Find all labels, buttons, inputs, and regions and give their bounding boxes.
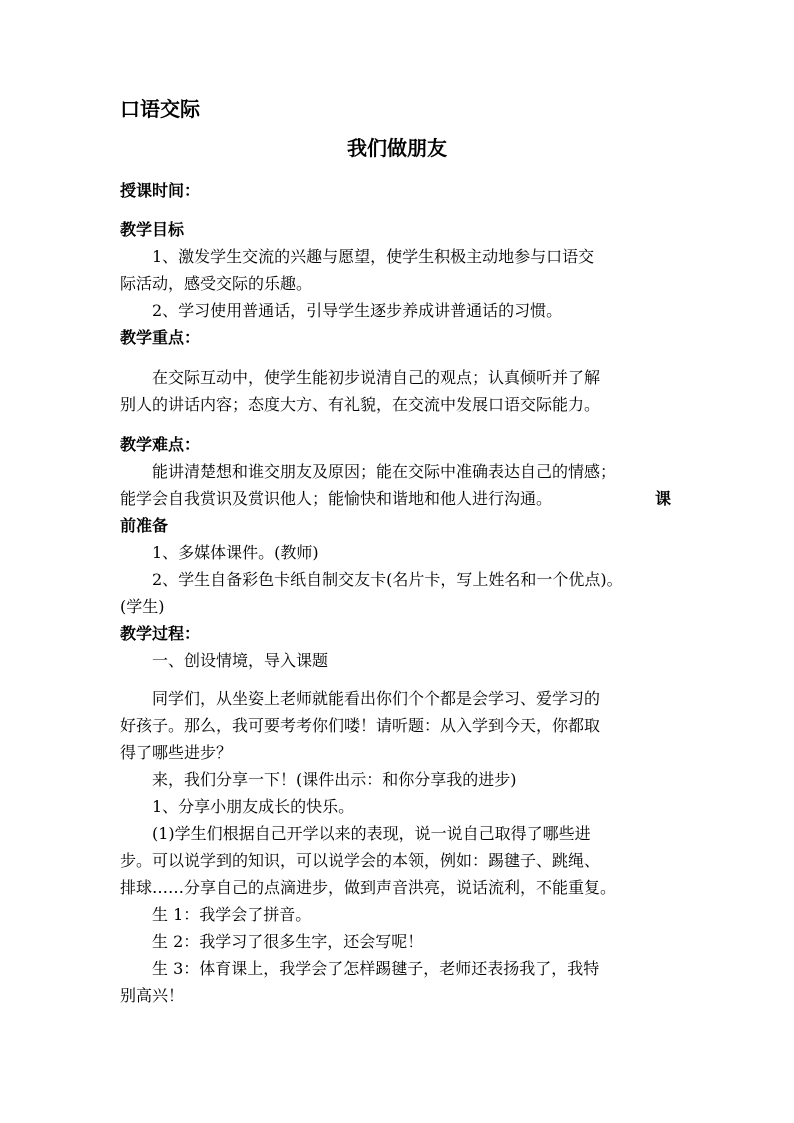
prep-heading: 前准备 bbox=[120, 516, 169, 535]
time-label: 授课时间： bbox=[120, 181, 201, 200]
process-paragraph-line: 好孩子。那么，我可要考考你们喽！请听题：从入学到今天，你都取 bbox=[120, 716, 601, 735]
objectives-heading: 教学目标 bbox=[120, 220, 185, 239]
objective-line: 际活动，感受交际的乐趣。 bbox=[120, 274, 313, 293]
student-response: 生 3：体育课上，我学会了怎样踢毽子，老师还表扬我了，我特 bbox=[152, 959, 600, 978]
process-heading: 教学过程： bbox=[120, 624, 201, 643]
key-points-heading: 教学重点： bbox=[120, 328, 201, 347]
student-response: 生 1：我学会了拼音。 bbox=[152, 905, 312, 924]
difficulties-line: 能讲清楚想和谁交朋友及原因；能在交际中准确表达自己的情感； bbox=[152, 462, 617, 481]
process-paragraph-line: 得了哪些进步？ bbox=[120, 743, 233, 762]
process-step: 一、创设情境，导入课题 bbox=[152, 651, 329, 670]
process-paragraph-line: 排球……分享自己的点滴进步，做到声音洪亮，说话流利，不能重复。 bbox=[120, 878, 617, 897]
prep-line: 1、多媒体课件。(教师) bbox=[152, 543, 319, 562]
process-paragraph-line: 步。可以说学到的知识，可以说学会的本领，例如：踢毽子、跳绳、 bbox=[120, 851, 601, 870]
prep-line: 2、学生自备彩色卡纸自制交友卡(名片卡，写上姓名和一个优点)。 bbox=[152, 570, 623, 589]
student-response: 别高兴！ bbox=[120, 986, 185, 1005]
key-points-line: 在交际互动中，使学生能初步说清自己的观点；认真倾听并了解 bbox=[152, 368, 601, 387]
student-response: 生 2：我学习了很多生字，还会写呢！ bbox=[152, 932, 424, 951]
objective-line: 1、激发学生交流的兴趣与愿望，使学生积极主动地参与口语交 bbox=[152, 247, 595, 266]
page-title: 我们做朋友 bbox=[347, 136, 447, 160]
key-points-line: 别人的讲话内容；态度大方、有礼貌，在交流中发展口语交际能力。 bbox=[120, 395, 601, 414]
process-paragraph-line: 同学们，从坐姿上老师就能看出你们个个都是会学习、爱学习的 bbox=[152, 689, 601, 708]
difficulties-line: 能学会自我赏识及赏识他人；能愉快和谐地和他人进行沟通。 bbox=[120, 489, 553, 508]
prep-heading-start: 课 bbox=[655, 489, 672, 508]
process-subheading: 1、分享小朋友成长的快乐。 bbox=[152, 797, 355, 816]
prep-line: (学生) bbox=[120, 597, 165, 616]
lesson-category: 口语交际 bbox=[120, 97, 200, 121]
difficulties-heading: 教学难点： bbox=[120, 435, 201, 454]
objective-line: 2、学习使用普通话，引导学生逐步养成讲普通话的习惯。 bbox=[152, 301, 563, 320]
process-paragraph-line: 来，我们分享一下！(课件出示：和你分享我的进步) bbox=[152, 770, 517, 789]
process-paragraph-line: (1)学生们根据自己开学以来的表现，说一说自己取得了哪些进 bbox=[152, 824, 591, 843]
